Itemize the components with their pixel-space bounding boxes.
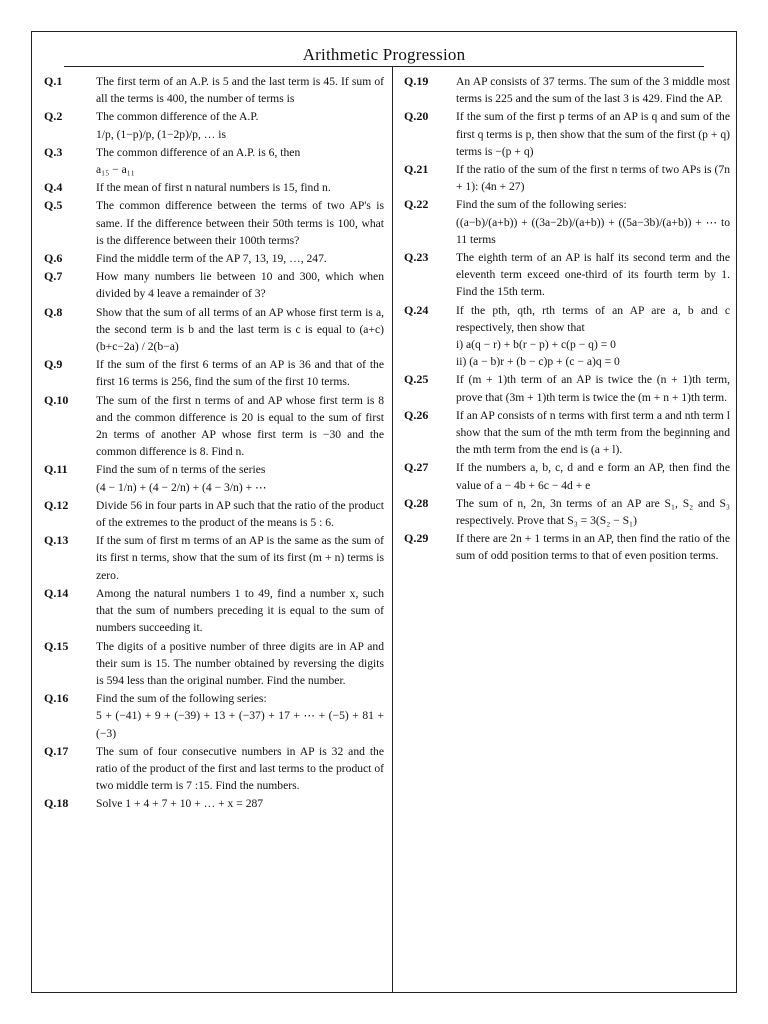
left-question-column: [44, 73, 384, 814]
question-text: If the sum of first m terms of an AP is the same as the sum of its first n terms, show that the sum of its first (m + n) terms is zero.: [96, 534, 384, 582]
question-item: [44, 304, 384, 356]
question-number: Q.5: [44, 198, 63, 213]
question-text: Find the sum of the following series: ((a−b)/(a+b)) + ((3a−2b)/(a+b)) + ((5a−3b)/(a+b)) + ⋯ to 11 terms: [456, 198, 730, 246]
question-item: [44, 532, 384, 584]
question-item: [404, 371, 730, 405]
question-text: Find the sum of n terms of the series (4 − 1/n) + (4 − 2/n) + (4 − 3/n) + ⋯: [96, 463, 267, 494]
question-number: Q.24: [404, 302, 429, 317]
right-question-column: [404, 73, 730, 566]
question-text: If an AP consists of n terms with first term a and nth term l show that the sum of the mth term from the beginning and the mth term from the end is (a + l).: [456, 408, 730, 457]
question-text: The common difference of an A.P. is 6, then a₁₅ − a₁₁: [96, 145, 301, 177]
question-item: [404, 495, 730, 529]
question-text: Solve 1 + 4 + 7 + 10 + … + x = 287: [96, 797, 264, 811]
question-number: Q.19: [404, 74, 429, 88]
worksheet-frame: [31, 31, 737, 993]
question-text: Among the natural numbers 1 to 49, find a number x, such that the sum of numbers preceding it is equal to the sum of numbers succeeding it.: [96, 586, 384, 635]
question-text: If the sum of the first 6 terms of an AP is 36 and that of the first 16 terms is 256, find the sum of the first 10 terms.: [96, 358, 384, 389]
question-item: [404, 302, 730, 371]
question-item: [44, 497, 384, 531]
question-number: Q.14: [44, 585, 69, 600]
question-item: [44, 179, 384, 196]
question-number: Q.25: [404, 372, 429, 387]
question-number: Q.22: [404, 197, 429, 212]
question-text: If the mean of first n natural numbers is 15, find n.: [96, 181, 331, 195]
question-text: Show that the sum of all terms of an AP whose first term is a, the second term is b and the last term is c is equal to (a+c)(b+c−2a) / 2(b−a): [96, 305, 384, 354]
question-text: Divide 56 in four parts in AP such that the ratio of the product of the extremes to the product of the means is 5 : 6.: [96, 498, 384, 530]
question-item: [404, 530, 730, 564]
question-item: [44, 461, 384, 495]
question-item: [44, 743, 384, 795]
question-number: Q.1: [44, 74, 63, 88]
question-text: The sum of four consecutive numbers in AP is 32 and the ratio of the product of the first and last terms to the product of two middle term is 7 :15. Find the numbers.: [96, 744, 384, 793]
question-number: Q.23: [404, 250, 429, 265]
question-item: [44, 108, 384, 142]
question-item: [44, 144, 384, 178]
question-item: [404, 407, 730, 459]
question-item: [404, 73, 730, 107]
question-text: If the pth, qth, rth terms of an AP are a, b and c respectively, then show that i) a(q − r) + b(r − p) + c(p − q) = 0 ii) (a − b)r + (b − c)p + (c − a)q = 0: [456, 303, 730, 369]
question-number: Q.6: [44, 251, 63, 266]
question-text: Find the middle term of the AP 7, 13, 19, …, 247.: [96, 252, 327, 266]
question-text: If the sum of the first p terms of an AP is q and sum of the first q terms is p, then show that the sum of the first (p + q) terms is −(p + q): [456, 110, 730, 158]
question-number: Q.17: [44, 743, 69, 758]
question-number: Q.29: [404, 531, 429, 546]
question-item: [44, 250, 384, 267]
question-number: Q.16: [44, 691, 69, 706]
question-number: Q.10: [44, 392, 69, 407]
question-item: [44, 638, 384, 690]
question-number: Q.28: [404, 495, 429, 510]
question-number: Q.20: [404, 109, 429, 124]
question-number: Q.15: [44, 638, 69, 653]
question-text: The common difference of the A.P. 1/p, (1−p)/p, (1−2p)/p, … is: [96, 110, 259, 141]
question-item: [404, 459, 730, 493]
question-text: Find the sum of the following series: 5 + (−41) + 9 + (−39) + 13 + (−37) + 17 + ⋯ + (−5) + 81 + (−3): [96, 692, 384, 740]
question-text: The first term of an A.P. is 5 and the last term is 45. If sum of all the terms is 400, the number of terms is: [96, 75, 384, 106]
question-number: Q.21: [404, 162, 429, 177]
question-item: [44, 197, 384, 249]
question-item: [44, 585, 384, 637]
question-number: Q.26: [404, 407, 429, 422]
column-divider: [392, 67, 393, 992]
question-text: An AP consists of 37 terms. The sum of the 3 middle most terms is 225 and the sum of the last 3 is 429. Find the AP.: [456, 75, 730, 106]
question-text: The common difference between the terms of two AP's is same. If the difference between their 50th terms is 100, what is the difference between their 100th terms?: [96, 199, 384, 247]
question-item: [44, 268, 384, 302]
question-item: [44, 73, 384, 107]
question-number: Q.3: [44, 144, 63, 159]
question-text: If there are 2n + 1 terms in an AP, then find the ratio of the sum of odd position terms to that of even position terms.: [456, 532, 730, 563]
question-item: [44, 356, 384, 390]
question-text: The digits of a positive number of three digits are in AP and their sum is 15. The number obtained by reversing the digits is 594 less than the original number. Find the number.: [96, 639, 384, 687]
question-number: Q.18: [44, 796, 69, 811]
question-text: If the numbers a, b, c, d and e form an AP, then find the value of a − 4b + 6c − 4d + e: [456, 461, 730, 492]
question-text: If the ratio of the sum of the first n terms of two APs is (7n + 1): (4n + 27): [456, 163, 730, 194]
question-number: Q.12: [44, 497, 69, 512]
question-item: [44, 795, 384, 812]
question-number: Q.8: [44, 304, 63, 319]
question-item: [404, 196, 730, 248]
question-number: Q.7: [44, 269, 63, 284]
question-text: The eighth term of an AP is half its second term and the eleventh term exceed one-third of its fourth term by 1. Find the 15th term.: [456, 251, 730, 299]
page-title: Arithmetic Progression: [302, 45, 466, 64]
question-text: The sum of n, 2n, 3n terms of an AP are S₁, S₂ and S₃ respectively. Prove that S₃ = 3(S₂ − S₁): [456, 496, 730, 528]
question-item: [44, 690, 384, 742]
question-number: Q.27: [404, 460, 429, 475]
question-item: [404, 161, 730, 195]
question-text: How many numbers lie between 10 and 300, which when divided by 4 leave a remainder of 3?: [96, 270, 384, 301]
question-text: The sum of the first n terms of and AP whose first term is 8 and the common difference is 20 is equal to the sum of first 2n terms of another AP whose first term is −30 and the common difference is 8. Find n.: [96, 393, 384, 459]
question-item: [44, 392, 384, 461]
question-number: Q.13: [44, 533, 69, 548]
question-item: [404, 249, 730, 301]
question-item: [404, 108, 730, 160]
question-text: If (m + 1)th term of an AP is twice the (n + 1)th term, prove that (3m + 1)th term is twice the (m + n + 1)th term.: [456, 373, 730, 404]
question-number: Q.4: [44, 180, 63, 195]
question-number: Q.11: [44, 462, 68, 477]
question-number: Q.2: [44, 109, 63, 124]
question-number: Q.9: [44, 357, 63, 372]
title-rule: [64, 66, 704, 67]
